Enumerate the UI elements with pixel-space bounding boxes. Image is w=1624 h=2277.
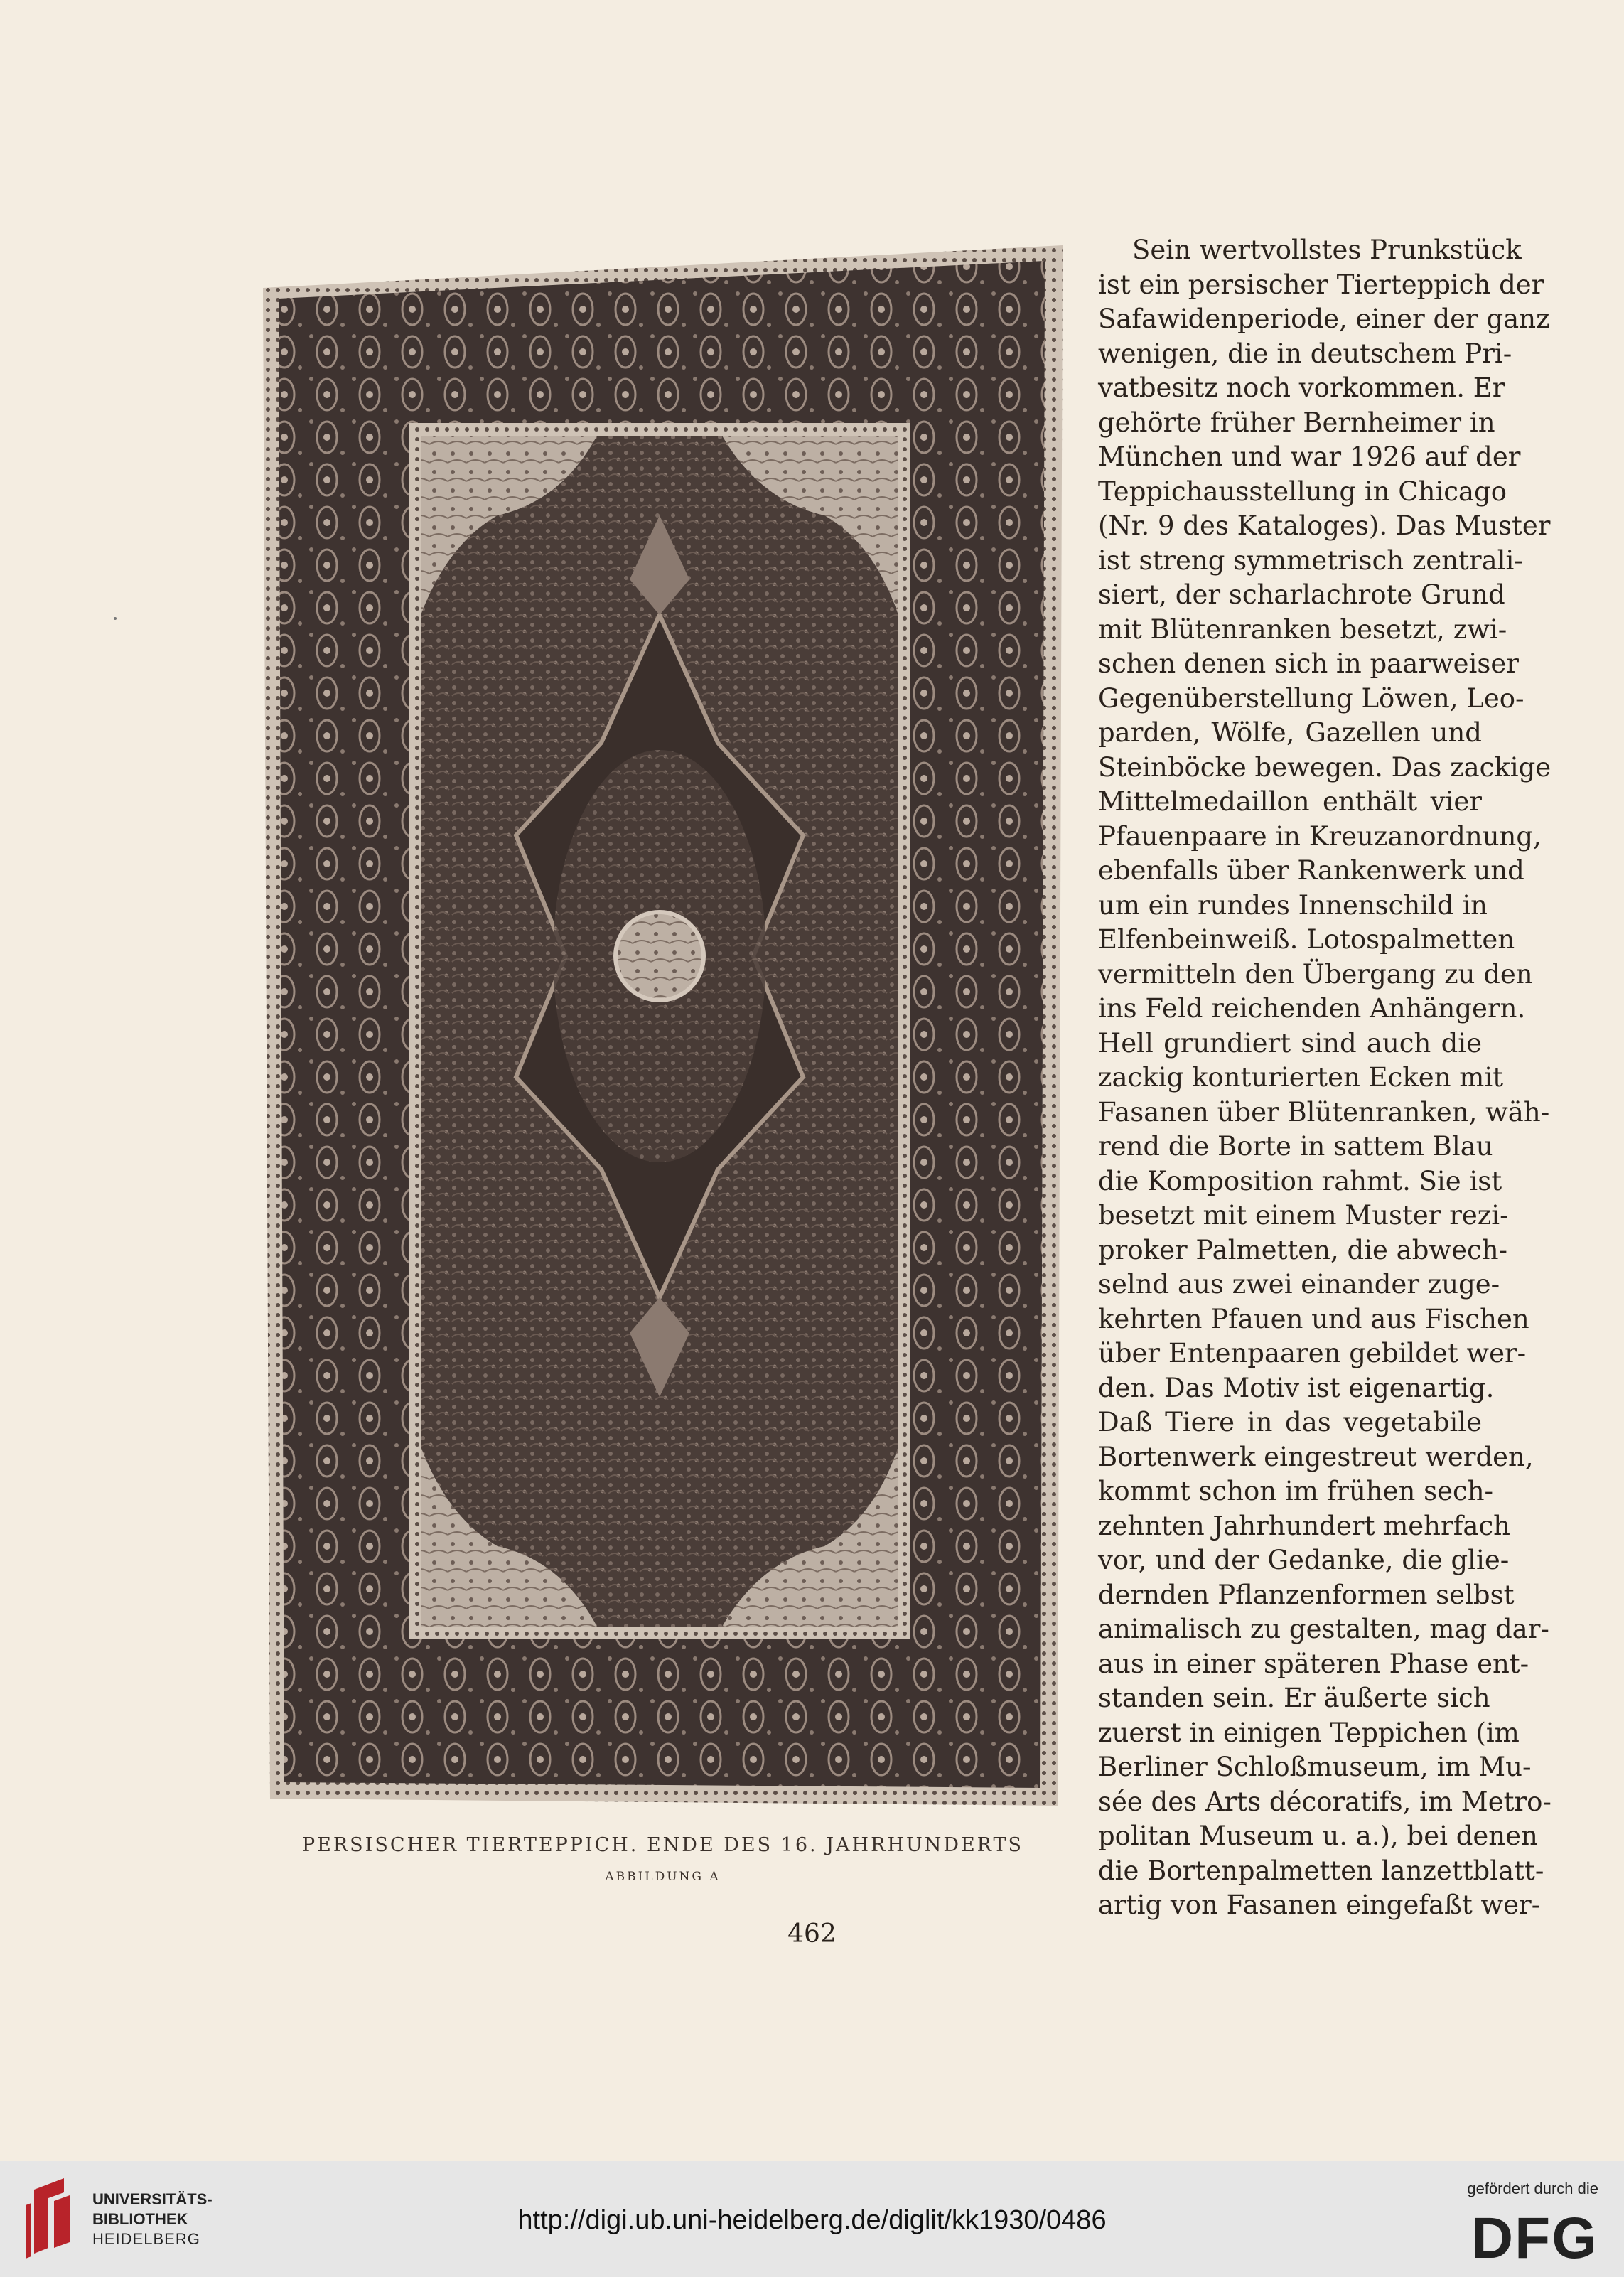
text-line: kommt schon im frühen sech-	[1098, 1476, 1494, 1506]
text-line: Teppichausstellung in Chicago	[1098, 476, 1507, 507]
text-line: ist ein persischer Tierteppich der	[1098, 269, 1544, 300]
text-line: ebenfalls über Rankenwerk und	[1098, 855, 1524, 886]
text-line: Mittelmedaillon enthält vier	[1098, 786, 1482, 817]
text-line: zehnten Jahrhundert mehrfach	[1098, 1510, 1511, 1541]
text-line: sée des Arts décoratifs, im Metro-	[1098, 1786, 1552, 1817]
text-line: parden, Wölfe, Gazellen und	[1098, 717, 1482, 748]
text-line: wenigen, die in deutschem Pri-	[1098, 338, 1512, 369]
text-line: besetzt mit einem Muster rezi-	[1098, 1200, 1509, 1231]
text-line: politan Museum u. a.), bei denen	[1098, 1821, 1538, 1851]
text-line: aus in einer späteren Phase ent-	[1098, 1648, 1529, 1679]
text-line: siert, der scharlachrote Grund	[1098, 579, 1505, 610]
permalink-url[interactable]: http://digi.ub.uni-heidelberg.de/diglit/kk1930/0486	[517, 2205, 1107, 2235]
text-line: Safawidenperiode, einer der ganz	[1098, 304, 1550, 334]
text-line: animalisch zu gestalten, mag dar-	[1098, 1614, 1549, 1644]
text-line: Berliner Schloßmuseum, im Mu-	[1098, 1752, 1532, 1782]
footer-bar	[0, 2161, 1624, 2277]
text-line: ins Feld reichenden Anhängern.	[1098, 993, 1526, 1024]
text-line: dernden Pflanzenformen selbst	[1098, 1579, 1515, 1610]
text-line: den. Das Motiv ist eigenartig.	[1098, 1372, 1495, 1403]
figure-caption: PERSISCHER TIERTEPPICH. ENDE DES 16. JAHRHUNDERTS	[301, 1834, 1024, 1856]
text-line: vatbesitz noch vorkommen. Er	[1098, 373, 1505, 403]
text-line: mit Blütenranken besetzt, zwi-	[1098, 614, 1507, 645]
text-line: München und war 1926 auf der	[1098, 441, 1521, 472]
text-line: die Bortenpalmetten lanzettblatt-	[1098, 1855, 1544, 1886]
text-line: Sein wertvollstes Prunkstück	[1132, 235, 1522, 265]
library-name: UNIVERSITÄTS- BIBLIOTHEK HEIDELBERG	[92, 2190, 213, 2248]
text-line: die Komposition rahmt. Sie ist	[1098, 1165, 1502, 1196]
text-line: kehrten Pfauen und aus Fischen	[1098, 1303, 1529, 1334]
text-line: um ein rundes Innenschild in	[1098, 889, 1488, 921]
page-number: 462	[787, 1919, 837, 1949]
text-line: zackig konturierten Ecken mit	[1098, 1062, 1504, 1093]
text-line: standen sein. Er äußerte sich	[1098, 1683, 1490, 1713]
text-line: vor, und der Gedanke, die glie-	[1098, 1545, 1510, 1575]
text-line: Gegenüberstellung Löwen, Leo-	[1098, 682, 1524, 714]
body-text	[1098, 233, 1552, 1923]
text-line: schen denen sich in paarweiser	[1098, 648, 1519, 679]
text-line: gehörte früher Bernheimer in	[1098, 407, 1495, 438]
text-line: Bortenwerk eingestreut werden,	[1098, 1441, 1534, 1472]
figure-label: ABBILDUNG A	[605, 1870, 721, 1884]
text-line: ist streng symmetrisch zentrali-	[1098, 545, 1523, 576]
text-line: Pfauenpaare in Kreuzanordnung,	[1098, 820, 1542, 852]
text-line: rend die Borte in sattem Blau	[1098, 1131, 1493, 1162]
text-line: zuerst in einigen Teppichen (im	[1098, 1717, 1520, 1748]
speck	[114, 617, 117, 620]
text-line: Steinböcke bewegen. Das zackige	[1098, 751, 1552, 783]
text-line: Hell grundiert sind auch die	[1098, 1027, 1482, 1059]
text-line: Fasanen über Blütenranken, wäh-	[1098, 1096, 1550, 1127]
text-line: Elfenbeinweiß. Lotospalmetten	[1098, 924, 1515, 955]
text-line: über Entenpaaren gebildet wer-	[1098, 1338, 1527, 1368]
text-line: Daß Tiere in das vegetabile	[1098, 1407, 1482, 1437]
text-line: artig von Fasanen eingefaßt wer-	[1098, 1890, 1541, 1920]
text-line: (Nr. 9 des Kataloges). Das Muster	[1098, 510, 1551, 541]
funding-label: gefördert durch die	[1467, 2180, 1598, 2197]
text-line: selnd aus zwei einander zuge-	[1098, 1269, 1500, 1300]
text-line: vermitteln den Übergang zu den	[1098, 958, 1533, 990]
text-line: proker Palmetten, die abwech-	[1098, 1234, 1508, 1265]
carpet-image	[263, 245, 1063, 1806]
carpet-illustration	[263, 245, 1063, 1806]
dfg-logo: DFG	[1470, 2206, 1598, 2271]
